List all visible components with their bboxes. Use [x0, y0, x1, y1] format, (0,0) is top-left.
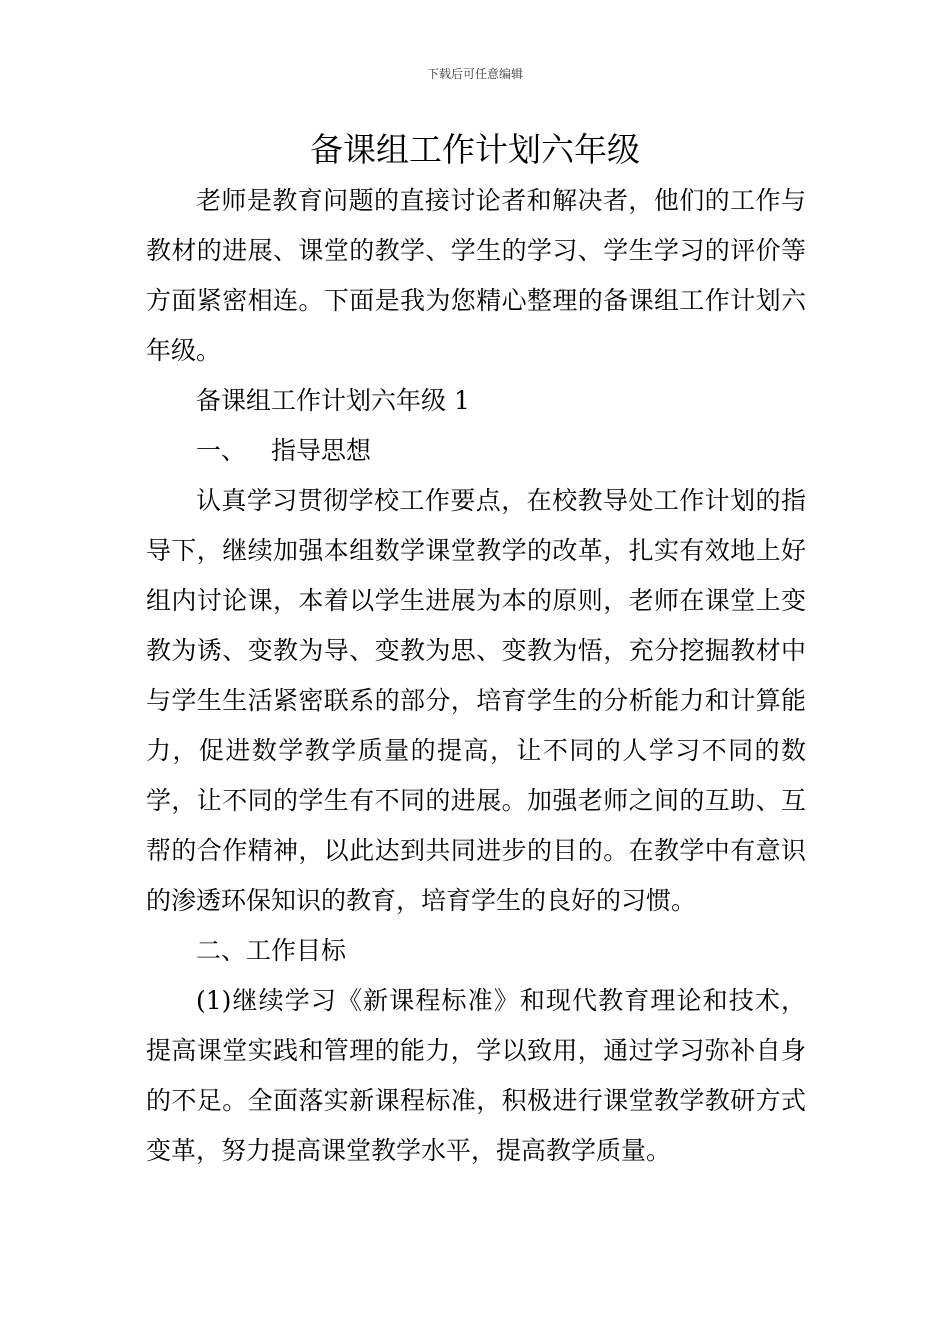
header-note: 下载后可任意编辑 — [426, 67, 523, 81]
heading-number: 一、 — [196, 436, 247, 465]
work-goal-paragraph-1: (1)继续学习《新课程标准》和现代教育理论和技术，提高课堂实践和管理的能力，学以致用，通过学习弥补自身的不足。全面落实新课程标准，积极进行课堂教学教研方式变革，努力提高课堂教学水平，提高教学质量。 — [146, 986, 806, 1165]
guiding-thought-paragraph: 认真学习贯彻学校工作要点，在校教导处工作计划的指导下，继续加强本组数学课堂教学的改革，扎实有效地上好组内讨论课，本着以学生进展为本的原则，老师在课堂上变教为诱、变教为导、变教为思、变教为悟，充分挖掘教材中与学生生活紧密联系的部分，培育学生的分析能力和计算能力，促进数学教学质量的提高，让不同的人学习不同的数学，让不同的学生有不同的进展。加强老师之间的互助、互帮的合作精神，以此达到共同进步的目的。在教学中有意识的渗透环保知识的教育，培育学生的良好的习惯。 — [146, 486, 806, 915]
section-heading-guiding-thought — [146, 426, 806, 476]
heading-label: 指导思想 — [271, 436, 372, 465]
intro-paragraph: 老师是教育问题的直接讨论者和解决者，他们的工作与教材的进展、课堂的教学、学生的学习、学生学习的评价等方面紧密相连。下面是我为您精心整理的备课组工作计划六年级。 — [146, 186, 806, 365]
document-title: 备课组工作计划六年级 — [310, 130, 640, 169]
section-heading-plan-1: 备课组工作计划六年级 1 — [196, 386, 470, 415]
section-heading-work-goals: 二、工作目标 — [196, 936, 347, 965]
document-body — [146, 176, 806, 1176]
